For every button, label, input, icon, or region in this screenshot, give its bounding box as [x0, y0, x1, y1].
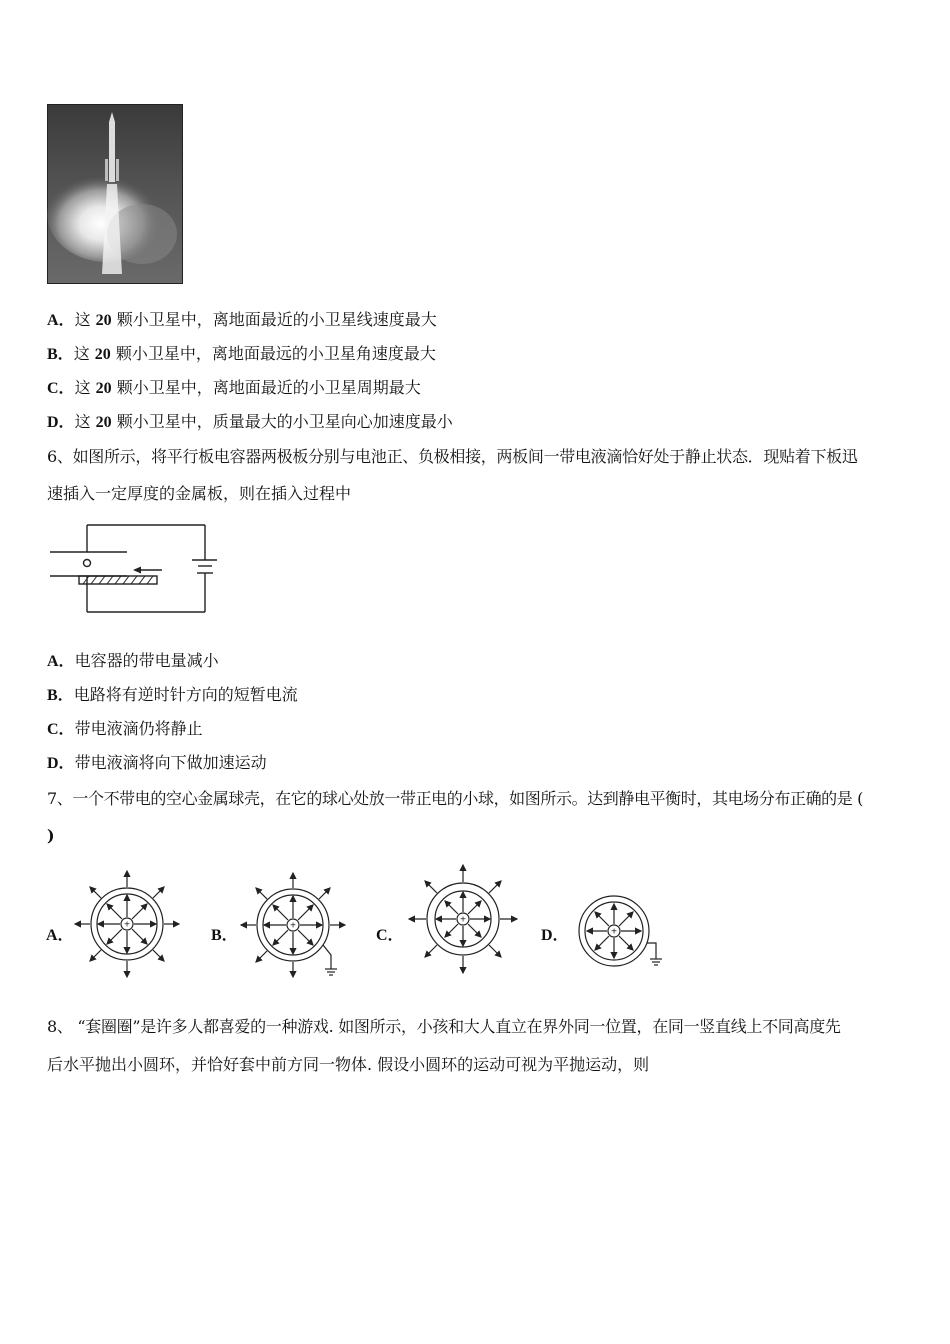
q7-label-b: B．	[211, 927, 238, 944]
svg-text:+: +	[611, 926, 617, 938]
q8-stem-line1: 8、 “套圈圈”是许多人都喜爱的一种游戏. 如图所示，小孩和大人直立在界外同一位置，在同一竖直线上不同高度先	[47, 1017, 841, 1036]
q7-field-diagram-b	[238, 870, 350, 982]
q6-option-b: B．电路将有逆时针方向的短暂电流	[47, 685, 298, 704]
q5-option-b: B．这 20 颗小卫星中，离地面最远的小卫星角速度最大	[47, 344, 436, 363]
q5-option-a: A．这 20 颗小卫星中，离地面最近的小卫星线速度最大	[47, 310, 437, 329]
q5-option-d: D．这 20 颗小卫星中，质量最大的小卫星向心加速度最小	[47, 412, 453, 431]
rocket-launch-photo	[47, 104, 183, 284]
q7-field-diagram-a	[72, 868, 182, 980]
q7-label-c: C．	[376, 927, 404, 944]
q6-option-a: A．电容器的带电量减小	[47, 651, 219, 670]
q7-stem-line2: )	[47, 826, 55, 845]
q8-stem-line2: 后水平抛出小圆环，并恰好套中前方同一物体. 假设小圆环的运动可视为平抛运动，则	[47, 1055, 650, 1074]
q6-stem-line1: 6、如图所示，将平行板电容器两极板分别与电池正、负极相接，两板间一带电液滴恰好处于静止状态．现贴着下板迅	[47, 447, 858, 466]
svg-text:+: +	[290, 920, 296, 932]
svg-text:+: +	[460, 914, 466, 926]
q7-label-d: D．	[541, 927, 569, 944]
q7-field-diagram-d	[576, 893, 668, 971]
q6-option-c: C．带电液滴仍将静止	[47, 719, 203, 738]
svg-text:+: +	[124, 919, 130, 931]
q5-option-c: C．这 20 颗小卫星中，离地面最近的小卫星周期最大	[47, 378, 421, 397]
q7-field-diagram-c	[406, 862, 520, 976]
q7-label-a: A．	[46, 927, 74, 944]
capacitor-circuit-diagram	[47, 520, 217, 620]
q6-option-d: D．带电液滴将向下做加速运动	[47, 753, 267, 772]
q6-stem-line2: 速插入一定厚度的金属板，则在插入过程中	[47, 484, 352, 503]
q7-stem-line1: 7、一个不带电的空心金属球壳，在它的球心处放一带正电的小球，如图所示。达到静电平衡时，其电场分布正确的是 (	[47, 789, 863, 808]
